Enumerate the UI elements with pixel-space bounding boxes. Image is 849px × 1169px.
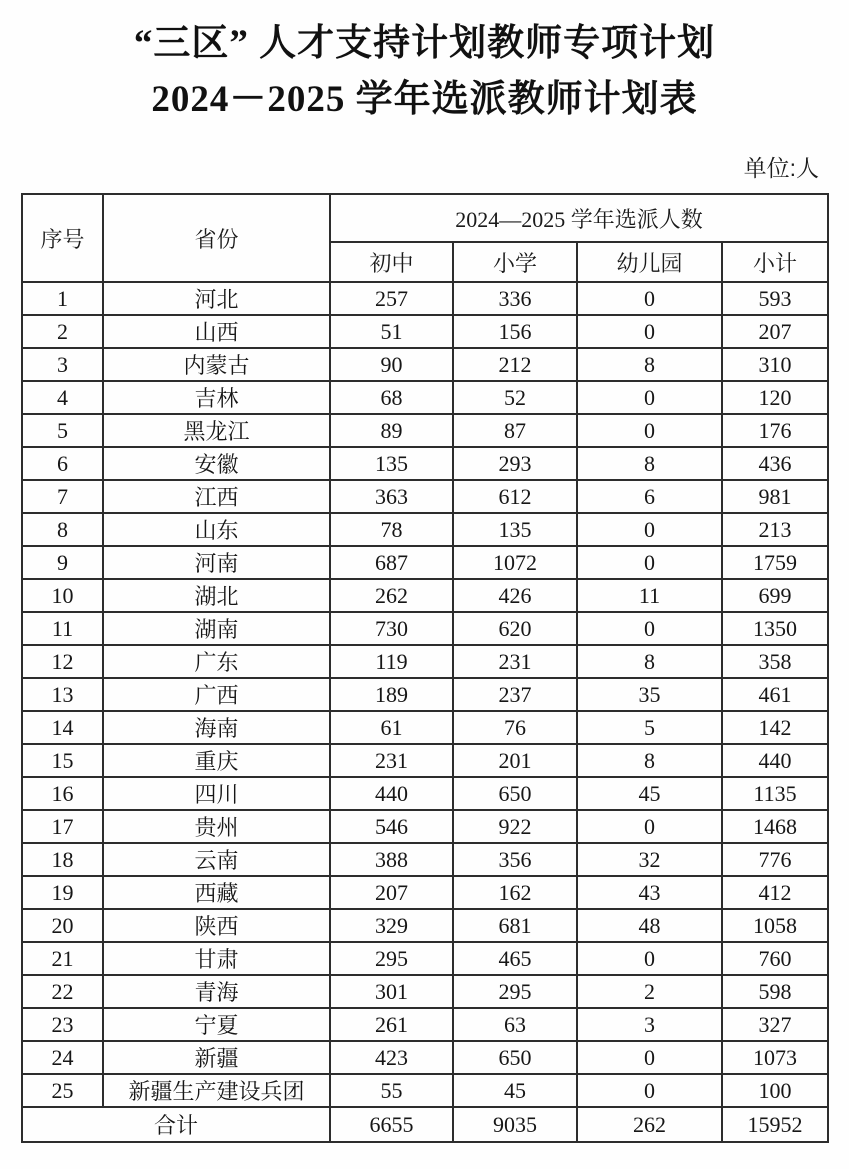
primary-count: 45 <box>453 1074 577 1107</box>
junior-high-count: 55 <box>330 1074 453 1107</box>
junior-high-count: 135 <box>330 447 453 480</box>
subtotal-count: 327 <box>722 1008 828 1041</box>
subtotal-count: 142 <box>722 711 828 744</box>
column-header-primary: 小学 <box>453 242 577 282</box>
table-row <box>22 711 828 744</box>
row-index: 9 <box>22 546 103 579</box>
row-index: 11 <box>22 612 103 645</box>
primary-count: 681 <box>453 909 577 942</box>
province-name: 湖北 <box>103 579 330 612</box>
subtotal-count: 100 <box>722 1074 828 1107</box>
kindergarten-count: 3 <box>577 1008 722 1041</box>
row-index: 12 <box>22 645 103 678</box>
province-name: 河北 <box>103 282 330 315</box>
province-name: 陕西 <box>103 909 330 942</box>
primary-count: 231 <box>453 645 577 678</box>
column-header-group: 2024—2025 学年选派人数 <box>330 194 828 242</box>
subtotal-count: 1350 <box>722 612 828 645</box>
province-name: 四川 <box>103 777 330 810</box>
subtotal-count: 1135 <box>722 777 828 810</box>
row-index: 20 <box>22 909 103 942</box>
primary-count: 650 <box>453 777 577 810</box>
row-index: 10 <box>22 579 103 612</box>
table-row <box>22 282 828 315</box>
row-index: 16 <box>22 777 103 810</box>
row-index: 15 <box>22 744 103 777</box>
kindergarten-count: 43 <box>577 876 722 909</box>
primary-count: 63 <box>453 1008 577 1041</box>
junior-high-count: 546 <box>330 810 453 843</box>
subtotal-count: 207 <box>722 315 828 348</box>
province-name: 吉林 <box>103 381 330 414</box>
row-index: 5 <box>22 414 103 447</box>
primary-count: 650 <box>453 1041 577 1074</box>
kindergarten-count: 0 <box>577 315 722 348</box>
junior-high-count: 207 <box>330 876 453 909</box>
province-name: 贵州 <box>103 810 330 843</box>
province-name: 山东 <box>103 513 330 546</box>
kindergarten-count: 0 <box>577 546 722 579</box>
province-name: 海南 <box>103 711 330 744</box>
table-body <box>22 282 828 1107</box>
kindergarten-count: 32 <box>577 843 722 876</box>
table-row <box>22 777 828 810</box>
column-header-junior-high: 初中 <box>330 242 453 282</box>
province-name: 湖南 <box>103 612 330 645</box>
province-name: 广西 <box>103 678 330 711</box>
junior-high-count: 730 <box>330 612 453 645</box>
column-header-province: 省份 <box>103 194 330 282</box>
primary-count: 237 <box>453 678 577 711</box>
kindergarten-count: 0 <box>577 381 722 414</box>
province-name: 河南 <box>103 546 330 579</box>
primary-count: 293 <box>453 447 577 480</box>
table-row <box>22 447 828 480</box>
table-row <box>22 612 828 645</box>
junior-high-count: 231 <box>330 744 453 777</box>
junior-high-count: 68 <box>330 381 453 414</box>
kindergarten-count: 8 <box>577 645 722 678</box>
table-row <box>22 744 828 777</box>
province-name: 西藏 <box>103 876 330 909</box>
total-junior-high-count: 6655 <box>330 1107 453 1142</box>
kindergarten-count: 0 <box>577 942 722 975</box>
junior-high-count: 89 <box>330 414 453 447</box>
primary-count: 295 <box>453 975 577 1008</box>
province-name: 安徽 <box>103 447 330 480</box>
junior-high-count: 440 <box>330 777 453 810</box>
table-row <box>22 1041 828 1074</box>
primary-count: 76 <box>453 711 577 744</box>
row-index: 6 <box>22 447 103 480</box>
kindergarten-count: 2 <box>577 975 722 1008</box>
province-name: 新疆生产建设兵团 <box>103 1074 330 1107</box>
province-name: 甘肃 <box>103 942 330 975</box>
subtotal-count: 176 <box>722 414 828 447</box>
page-title-line2: 2024－2025 学年选派教师计划表 <box>151 79 698 120</box>
row-index: 4 <box>22 381 103 414</box>
province-name: 山西 <box>103 315 330 348</box>
kindergarten-count: 35 <box>577 678 722 711</box>
subtotal-count: 760 <box>722 942 828 975</box>
kindergarten-count: 45 <box>577 777 722 810</box>
table-row <box>22 1074 828 1107</box>
total-kindergarten-count: 262 <box>577 1107 722 1142</box>
junior-high-count: 388 <box>330 843 453 876</box>
kindergarten-count: 5 <box>577 711 722 744</box>
column-header-kindergarten: 幼儿园 <box>577 242 722 282</box>
province-name: 重庆 <box>103 744 330 777</box>
table-header <box>22 194 828 282</box>
province-name: 江西 <box>103 480 330 513</box>
table-row <box>22 480 828 513</box>
subtotal-count: 120 <box>722 381 828 414</box>
subtotal-count: 436 <box>722 447 828 480</box>
table-row <box>22 414 828 447</box>
table-row <box>22 909 828 942</box>
province-name: 黑龙江 <box>103 414 330 447</box>
row-index: 24 <box>22 1041 103 1074</box>
table-footer <box>22 1107 828 1142</box>
table-row <box>22 876 828 909</box>
total-subtotal-count: 15952 <box>722 1107 828 1142</box>
junior-high-count: 61 <box>330 711 453 744</box>
kindergarten-count: 6 <box>577 480 722 513</box>
row-index: 1 <box>22 282 103 315</box>
teacher-dispatch-table <box>21 193 829 1143</box>
row-index: 14 <box>22 711 103 744</box>
junior-high-count: 189 <box>330 678 453 711</box>
row-index: 17 <box>22 810 103 843</box>
junior-high-count: 295 <box>330 942 453 975</box>
column-header-index: 序号 <box>22 194 103 282</box>
subtotal-count: 213 <box>722 513 828 546</box>
row-index: 8 <box>22 513 103 546</box>
subtotal-count: 310 <box>722 348 828 381</box>
junior-high-count: 119 <box>330 645 453 678</box>
row-index: 25 <box>22 1074 103 1107</box>
primary-count: 620 <box>453 612 577 645</box>
primary-count: 135 <box>453 513 577 546</box>
subtotal-count: 461 <box>722 678 828 711</box>
primary-count: 52 <box>453 381 577 414</box>
kindergarten-count: 8 <box>577 348 722 381</box>
table-row <box>22 975 828 1008</box>
subtotal-count: 776 <box>722 843 828 876</box>
kindergarten-count: 0 <box>577 414 722 447</box>
subtotal-count: 1759 <box>722 546 828 579</box>
province-name: 青海 <box>103 975 330 1008</box>
table-row <box>22 315 828 348</box>
primary-count: 212 <box>453 348 577 381</box>
province-name: 内蒙古 <box>103 348 330 381</box>
primary-count: 426 <box>453 579 577 612</box>
primary-count: 922 <box>453 810 577 843</box>
table-row <box>22 546 828 579</box>
unit-note: 单位:人 <box>743 155 819 181</box>
row-index: 22 <box>22 975 103 1008</box>
row-index: 7 <box>22 480 103 513</box>
row-index: 3 <box>22 348 103 381</box>
junior-high-count: 363 <box>330 480 453 513</box>
junior-high-count: 687 <box>330 546 453 579</box>
subtotal-count: 981 <box>722 480 828 513</box>
primary-count: 162 <box>453 876 577 909</box>
subtotal-count: 1073 <box>722 1041 828 1074</box>
junior-high-count: 51 <box>330 315 453 348</box>
subtotal-count: 358 <box>722 645 828 678</box>
table-row <box>22 1008 828 1041</box>
row-index: 2 <box>22 315 103 348</box>
subtotal-count: 598 <box>722 975 828 1008</box>
table-row <box>22 381 828 414</box>
kindergarten-count: 0 <box>577 1074 722 1107</box>
primary-count: 1072 <box>453 546 577 579</box>
page-title-line1: “三区” 人才支持计划教师专项计划 <box>133 23 716 64</box>
province-name: 广东 <box>103 645 330 678</box>
row-index: 18 <box>22 843 103 876</box>
table-row <box>22 348 828 381</box>
kindergarten-count: 8 <box>577 447 722 480</box>
kindergarten-count: 0 <box>577 513 722 546</box>
total-label: 合计 <box>22 1107 330 1142</box>
kindergarten-count: 48 <box>577 909 722 942</box>
total-primary-count: 9035 <box>453 1107 577 1142</box>
table-row <box>22 810 828 843</box>
kindergarten-count: 0 <box>577 612 722 645</box>
page-title <box>0 16 849 128</box>
junior-high-count: 329 <box>330 909 453 942</box>
row-index: 19 <box>22 876 103 909</box>
row-index: 13 <box>22 678 103 711</box>
primary-count: 156 <box>453 315 577 348</box>
primary-count: 356 <box>453 843 577 876</box>
table-row <box>22 513 828 546</box>
subtotal-count: 1468 <box>722 810 828 843</box>
table-row <box>22 843 828 876</box>
table-row <box>22 942 828 975</box>
junior-high-count: 262 <box>330 579 453 612</box>
junior-high-count: 78 <box>330 513 453 546</box>
column-header-subtotal: 小计 <box>722 242 828 282</box>
province-name: 宁夏 <box>103 1008 330 1041</box>
junior-high-count: 423 <box>330 1041 453 1074</box>
junior-high-count: 257 <box>330 282 453 315</box>
primary-count: 201 <box>453 744 577 777</box>
total-row <box>22 1107 828 1142</box>
row-index: 21 <box>22 942 103 975</box>
subtotal-count: 1058 <box>722 909 828 942</box>
table-row <box>22 579 828 612</box>
row-index: 23 <box>22 1008 103 1041</box>
primary-count: 465 <box>453 942 577 975</box>
junior-high-count: 261 <box>330 1008 453 1041</box>
province-name: 新疆 <box>103 1041 330 1074</box>
kindergarten-count: 8 <box>577 744 722 777</box>
subtotal-count: 593 <box>722 282 828 315</box>
junior-high-count: 301 <box>330 975 453 1008</box>
kindergarten-count: 0 <box>577 1041 722 1074</box>
kindergarten-count: 11 <box>577 579 722 612</box>
table-row <box>22 678 828 711</box>
kindergarten-count: 0 <box>577 810 722 843</box>
kindergarten-count: 0 <box>577 282 722 315</box>
province-name: 云南 <box>103 843 330 876</box>
primary-count: 87 <box>453 414 577 447</box>
primary-count: 612 <box>453 480 577 513</box>
junior-high-count: 90 <box>330 348 453 381</box>
subtotal-count: 699 <box>722 579 828 612</box>
subtotal-count: 440 <box>722 744 828 777</box>
table-row <box>22 645 828 678</box>
primary-count: 336 <box>453 282 577 315</box>
subtotal-count: 412 <box>722 876 828 909</box>
header-row-group <box>22 194 828 242</box>
